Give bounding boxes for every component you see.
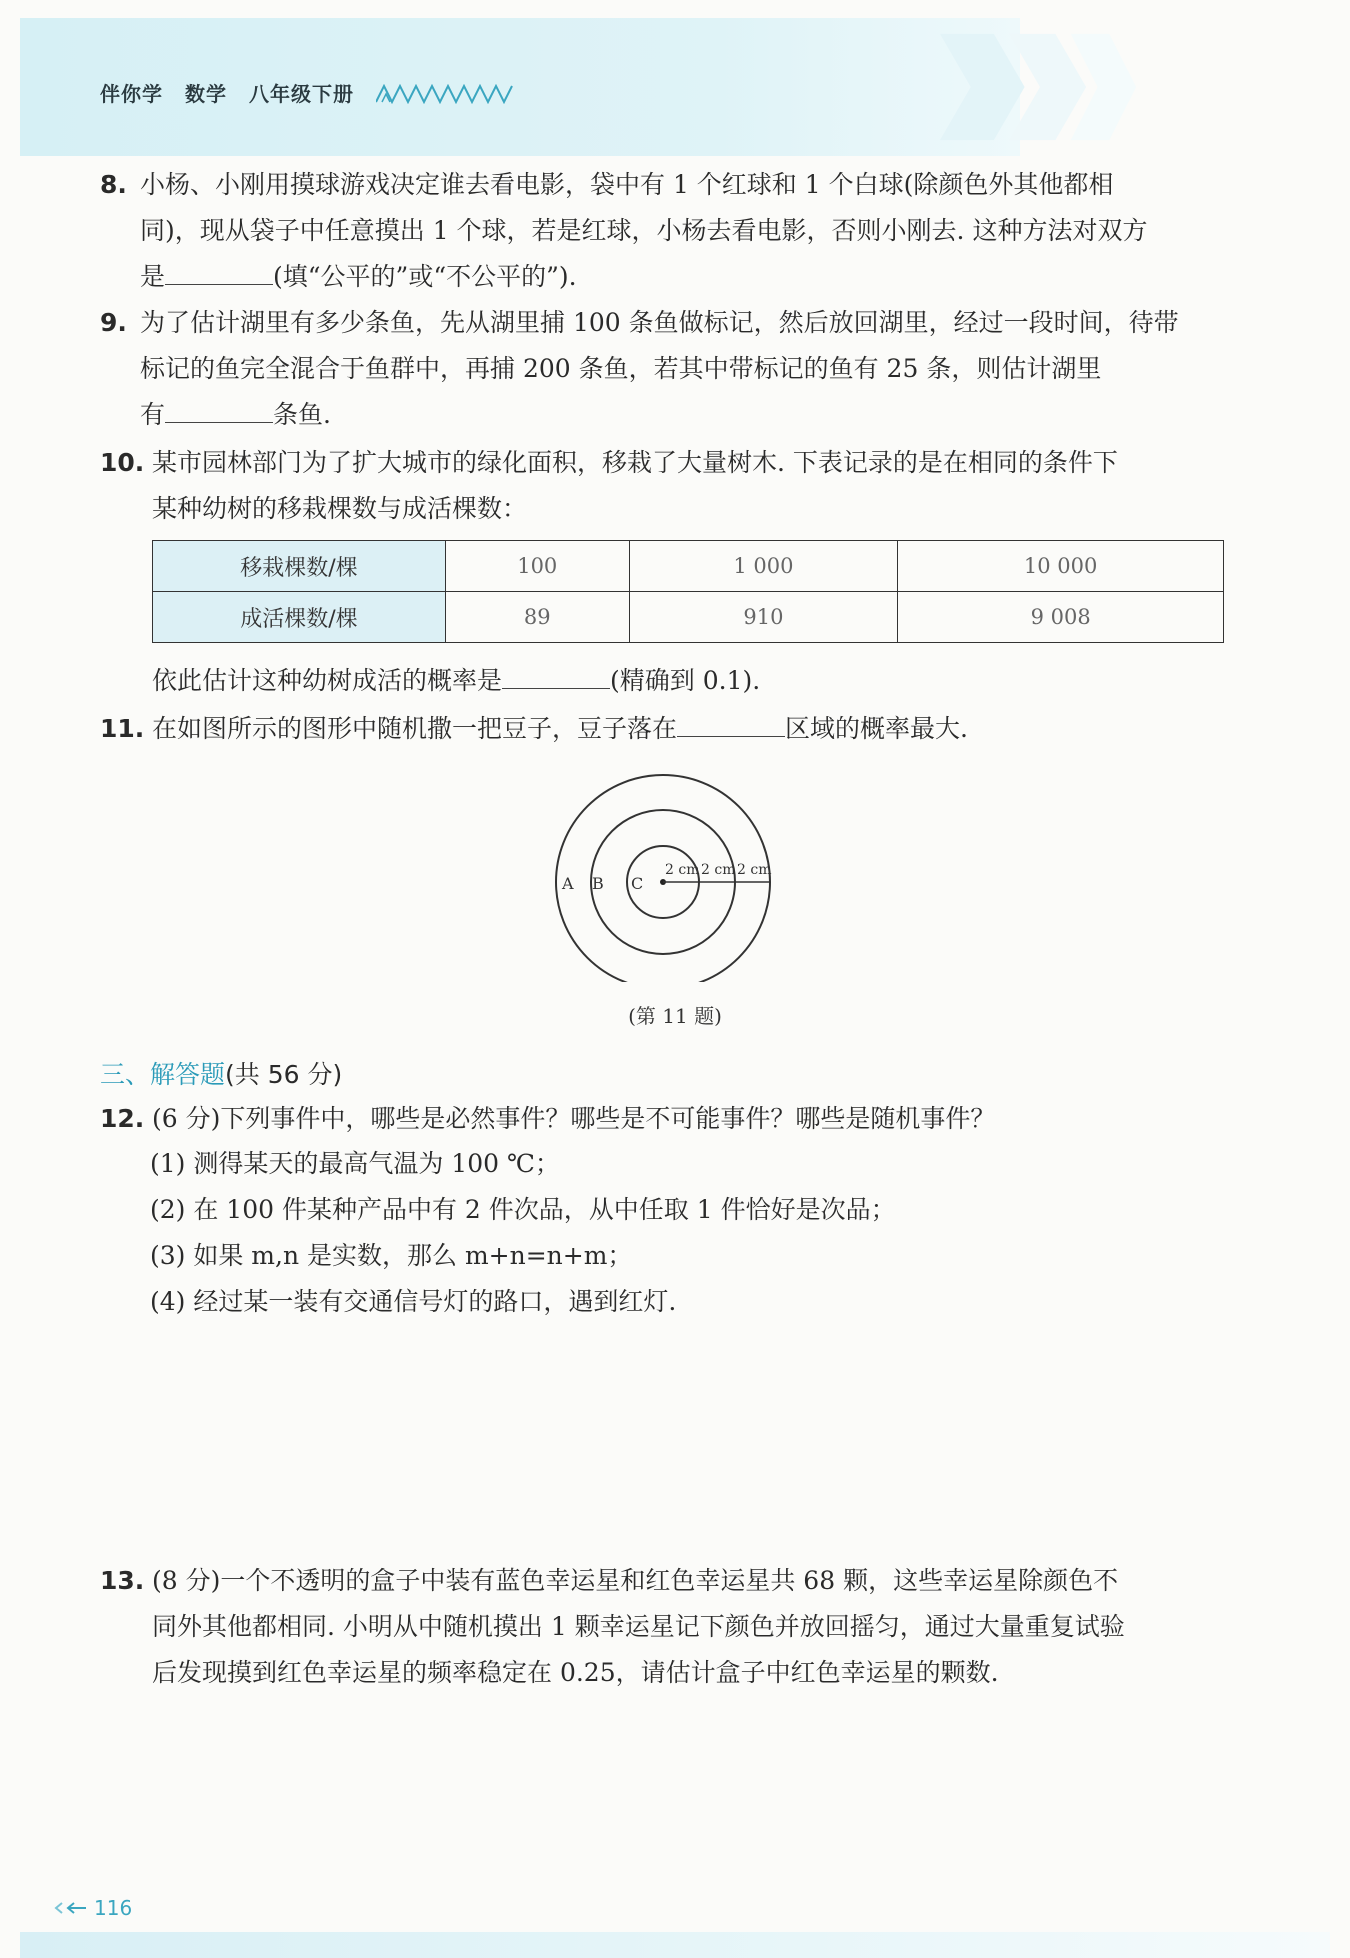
question-number: 8. xyxy=(100,170,127,199)
section-title: 三、解答题 xyxy=(100,1060,226,1089)
segment-label: 2 cm xyxy=(701,862,736,878)
header-grade: 八年级下册 xyxy=(249,82,354,106)
concentric-circles-figure xyxy=(548,772,788,982)
table-cell: 910 xyxy=(629,592,898,643)
region-label-b: B xyxy=(592,874,604,893)
text: 是 xyxy=(140,262,166,291)
header-chevron-decoration xyxy=(940,18,1140,156)
page-number xyxy=(54,1896,132,1920)
table-header-cell: 成活棵数/棵 xyxy=(153,592,446,643)
header-title xyxy=(100,78,354,107)
region-label-c: C xyxy=(631,874,644,893)
answer-blank[interactable] xyxy=(165,262,273,285)
data-table xyxy=(152,540,1224,643)
segment-label: 2 cm xyxy=(665,862,700,878)
question-text: (8 分)一个不透明的盒子中装有蓝色幸运星和红色幸运星共 68 颗，这些幸运星除颜色不 xyxy=(152,1566,1119,1595)
question-number: 13. xyxy=(100,1566,145,1595)
question-text: 同外其他都相同. 小明从中随机摸出 1 颗幸运星记下颜色并放回摇匀，通过大量重复试验 xyxy=(152,1612,1125,1641)
table-cell: 100 xyxy=(446,541,630,592)
question-8 xyxy=(100,162,1240,300)
table-header-cell: 移栽棵数/棵 xyxy=(153,541,446,592)
table-cell: 1 000 xyxy=(629,541,898,592)
question-text: 小杨、小刚用摸球游戏决定谁去看电影，袋中有 1 个红球和 1 个白球(除颜色外其他都相 xyxy=(140,170,1114,199)
question-12 xyxy=(100,1096,1240,1142)
question-11 xyxy=(100,706,1240,752)
question-text: 标记的鱼完全混合于鱼群中，再捕 200 条鱼，若其中带标记的鱼有 25 条，则估计湖里 xyxy=(140,354,1102,383)
text: 区域的概率最大. xyxy=(785,714,968,743)
question-text: (6 分)下列事件中，哪些是必然事件？哪些是不可能事件？哪些是随机事件？ xyxy=(152,1104,996,1133)
question-text-line3 xyxy=(100,392,1240,438)
segment-label: 2 cm xyxy=(737,862,772,878)
question-text: 后发现摸到红色幸运星的频率稳定在 0.25，请估计盒子中红色幸运星的颗数. xyxy=(152,1658,999,1687)
region-label-a: A xyxy=(562,874,574,893)
text: (填“公平的”或“不公平的”). xyxy=(273,262,577,291)
sub-item: (4) 经过某一装有交通信号灯的路口，遇到红灯. xyxy=(150,1287,677,1316)
text: 条鱼. xyxy=(273,400,331,429)
arrow-left-icon xyxy=(54,1902,88,1914)
table-cell: 10 000 xyxy=(898,541,1224,592)
question-number: 9. xyxy=(100,308,127,337)
question-10-followup xyxy=(152,658,1232,704)
text: (精确到 0.1). xyxy=(610,666,761,695)
text: 依此估计这种幼树成活的概率是 xyxy=(152,666,503,695)
question-number: 11. xyxy=(100,714,145,743)
question-text: 同)，现从袋子中任意摸出 1 个球，若是红球，小杨去看电影，否则小刚去. 这种方法对双方 xyxy=(140,216,1148,245)
question-10 xyxy=(100,440,1240,532)
question-text: 某种幼树的移栽棵数与成活棵数： xyxy=(152,494,528,523)
sub-item: (1) 测得某天的最高气温为 100 ℃； xyxy=(150,1149,560,1178)
answer-blank[interactable] xyxy=(677,714,785,737)
outer-circle xyxy=(556,775,770,982)
header-subject: 数学 xyxy=(185,82,227,106)
question-9 xyxy=(100,300,1240,438)
table-cell: 9 008 xyxy=(898,592,1224,643)
question-text: 为了估计湖里有多少条鱼，先从湖里捕 100 条鱼做标记，然后放回湖里，经过一段时间，待带 xyxy=(140,308,1179,337)
header-book: 伴你学 xyxy=(100,82,163,106)
answer-blank[interactable] xyxy=(165,400,273,423)
zigzag-decoration xyxy=(376,84,516,104)
figure-caption: (第 11 题) xyxy=(628,1004,722,1028)
text: 有 xyxy=(140,400,166,429)
answer-blank[interactable] xyxy=(502,666,610,689)
question-text: 某市园林部门为了扩大城市的绿化面积，移栽了大量树木. 下表记录的是在相同的条件下 xyxy=(152,448,1118,477)
table-row xyxy=(153,592,1224,643)
footer-band xyxy=(20,1932,1330,1958)
question-number: 10. xyxy=(100,448,145,477)
question-13 xyxy=(100,1558,1240,1696)
question-text-line3 xyxy=(100,254,1240,300)
section-score: (共 56 分) xyxy=(225,1060,343,1089)
table-row xyxy=(153,541,1224,592)
sub-item: (2) 在 100 件某种产品中有 2 件次品，从中任取 1 件恰好是次品； xyxy=(150,1195,896,1224)
text: 在如图所示的图形中随机撒一把豆子，豆子落在 xyxy=(152,714,678,743)
sub-item: (3) 如果 m,n 是实数，那么 m+n=n+m； xyxy=(150,1241,633,1270)
page-number-text: 116 xyxy=(94,1896,133,1920)
table-cell: 89 xyxy=(446,592,630,643)
section-heading xyxy=(100,1055,342,1091)
question-number: 12. xyxy=(100,1104,145,1133)
